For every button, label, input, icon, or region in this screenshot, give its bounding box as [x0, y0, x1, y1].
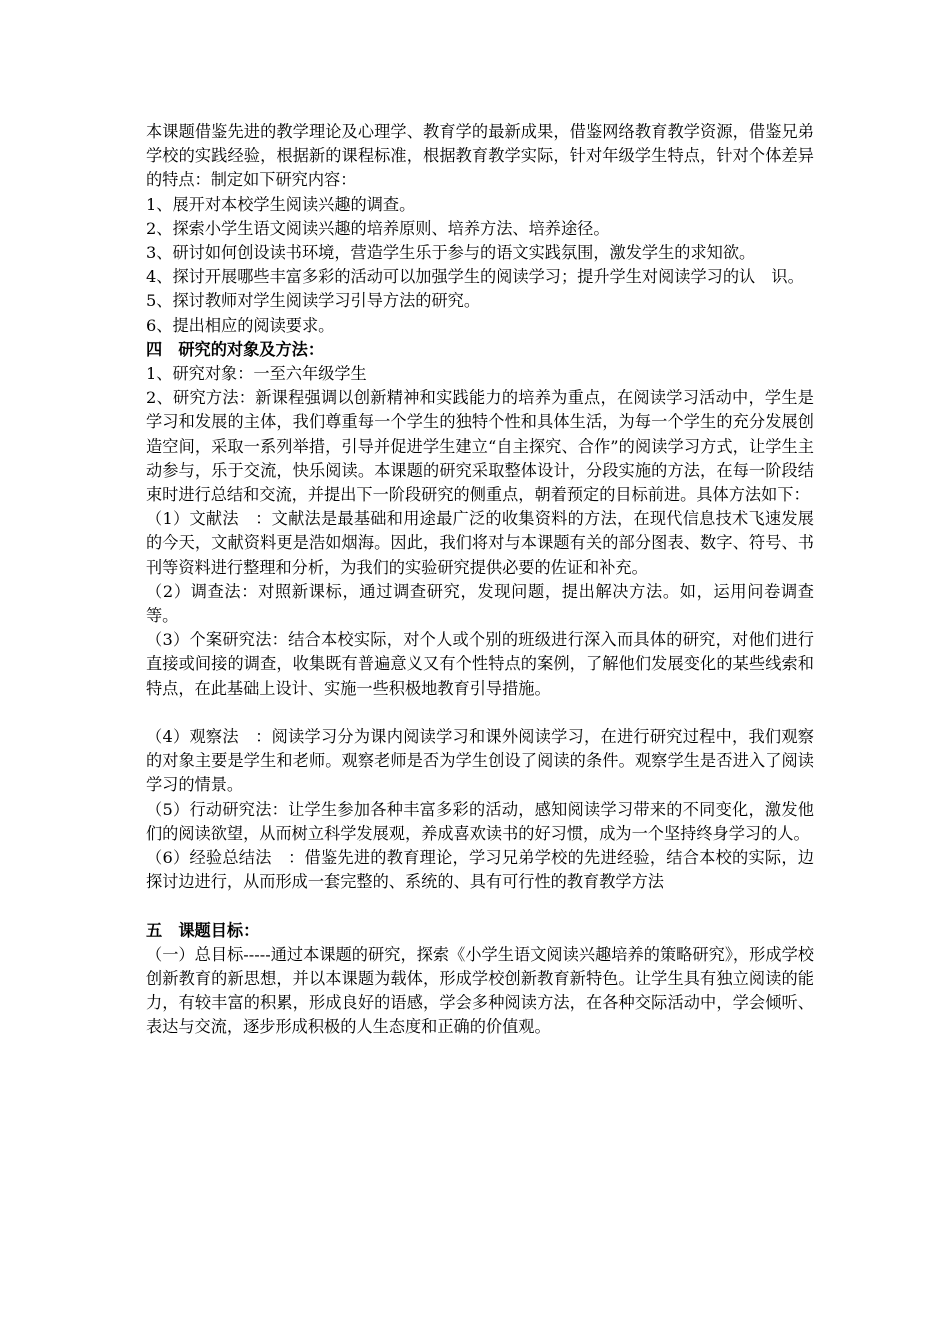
list-item-1: 1、展开对本校学生阅读兴趣的调查。: [146, 194, 416, 214]
list-item-2: 2、探索小学生语文阅读兴趣的培养原则、培养方法、培养途径。: [146, 218, 610, 238]
list-item-3: 3、研讨如何创设读书环境，营造学生乐于参与的语文实践氛围，激发学生的求知欲。: [146, 243, 756, 263]
method-case-study: （3）个案研究法：结合本校实际，对个人或个别的班级进行深入而具体的研究，对他们进行直接或间接的调查，收集既有普遍意义又有个性特点的案例，了解他们发展变化的某些线索和特点，在此基础上设计、实施一些积极地教育引导措施。: [146, 630, 814, 698]
paragraph-intro: 本课题借鉴先进的教学理论及心理学、教育学的最新成果，借鉴网络教育教学资源，借鉴兄弟学校的实践经验，根据新的课程标准，根据教育教学实际，针对年级学生特点，针对个体差异的特点：制定如下研究内容：: [146, 122, 814, 190]
list-item-6: 6、提出相应的阅读要求。: [146, 315, 335, 335]
method-action-research: （5）行动研究法：让学生参加各种丰富多彩的活动，感知阅读学习带来的不同变化，激发他们的阅读欲望，从而树立科学发展观，养成喜欢读书的好习惯，成为一个坚持终身学习的人。: [146, 799, 814, 843]
section-heading-5: 五 课题目标：: [146, 920, 260, 940]
section-heading-4: 四 研究的对象及方法：: [146, 339, 325, 359]
blank-line: [146, 701, 814, 725]
list-item-4: 4、探讨开展哪些丰富多彩的活动可以加强学生的阅读学习；提升学生对阅读学习的认 识。: [146, 267, 804, 287]
research-method: 2、研究方法：新课程强调以创新精神和实践能力的培养为重点，在阅读学习活动中，学生是学习和发展的主体，我们尊重每一个学生的独特个性和具体生活，为每一个学生的充分发展创造空间，采取一系列举措，引导并促进学生建立“自主探究、合作”的阅读学习方式，让学生主动参与，乐于交流，快乐阅读。本课题的研究采取整体设计，分段实施的方法，在每一阶段结束时进行总结和交流，并提出下一阶段研究的侧重点，朝着预定的目标前进。具体方法如下：: [146, 388, 814, 505]
method-literature: （1）文献法 ：文献法是最基础和用途最广泛的收集资料的方法，在现代信息技术飞速发展的今天，文献资料更是浩如烟海。因此，我们将对与本课题有关的部分图表、数字、符号、书刊等资料进行整理和分析，为我们的实验研究提供必要的佐证和补充。: [146, 509, 814, 577]
document-page: [146, 120, 814, 1040]
overall-goal: （一）总目标-----通过本课题的研究，探索《小学生语文阅读兴趣培养的策略研究》，形成学校创新教育的新思想，并以本课题为载体，形成学校创新教育新特色。让学生具有独立阅读的能力，有较丰富的积累，形成良好的语感，学会多种阅读方法，在各种交际活动中，学会倾听、表达与交流，逐步形成积极的人生态度和正确的价值观。: [146, 944, 814, 1037]
research-subject: 1、研究对象：一至六年级学生: [146, 364, 367, 384]
list-item-5: 5、探讨教师对学生阅读学习引导方法的研究。: [146, 291, 481, 311]
blank-line: [146, 894, 814, 918]
method-observation: （4）观察法 ：阅读学习分为课内阅读学习和课外阅读学习，在进行研究过程中，我们观察的对象主要是学生和老师。观察老师是否为学生创设了阅读的条件。观察学生是否进入了阅读学习的情景。: [146, 727, 814, 795]
method-survey: （2）调查法：对照新课标，通过调查研究，发现问题，提出解决方法。如，运用问卷调查等。: [146, 581, 814, 626]
method-experience-summary: （6）经验总结法 ：借鉴先进的教育理论，学习兄弟学校的先进经验，结合本校的实际，边探讨边进行，从而形成一套完整的、系统的、具有可行性的教育教学方法: [146, 848, 814, 892]
